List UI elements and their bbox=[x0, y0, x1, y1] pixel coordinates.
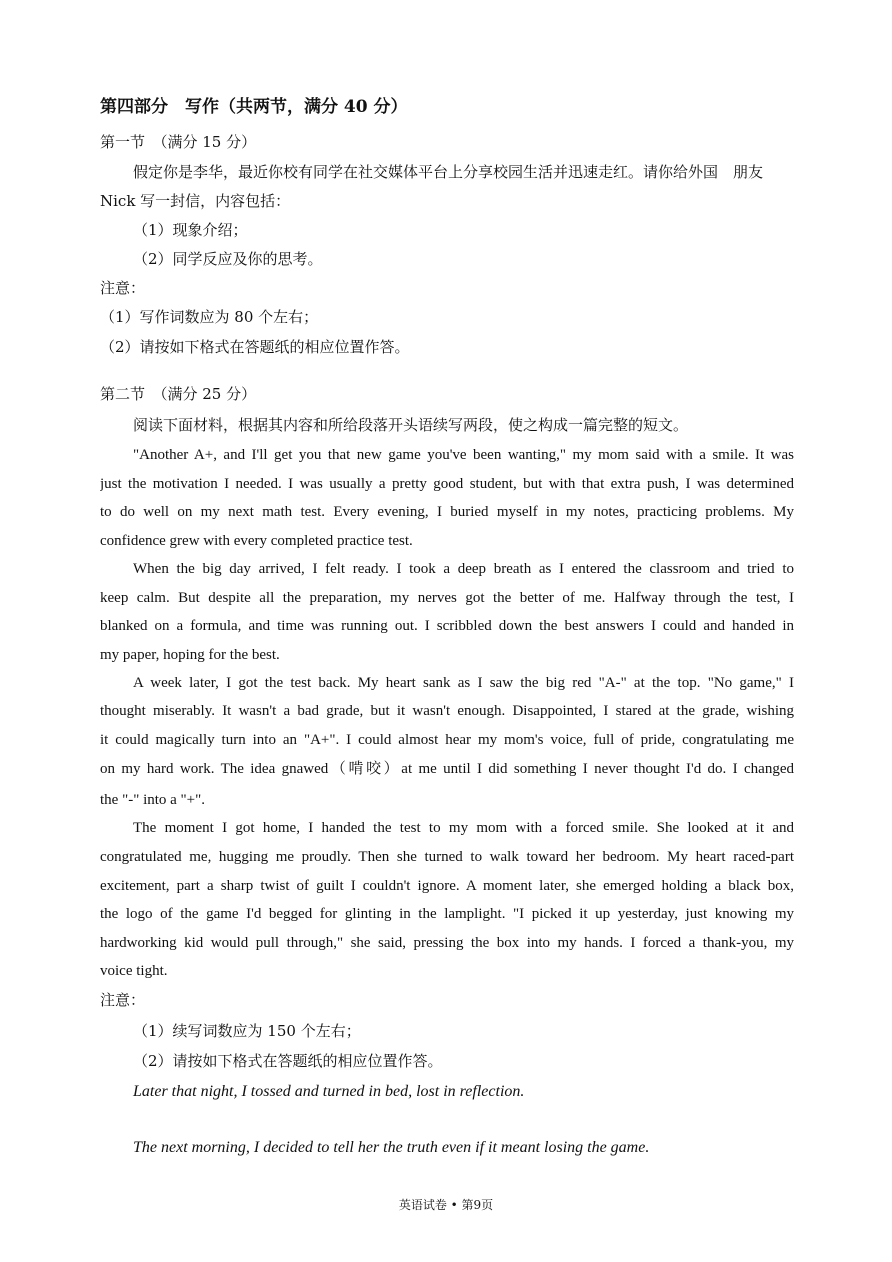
passage-line: confidence grew with every completed practice test. bbox=[100, 533, 413, 549]
passage-line: "Another A+, and I'll get you that new game you've been wanting," my mom said with a smile. It was bbox=[133, 447, 794, 463]
passage-line: hardworking kid would pull through," she said, pressing the box into my hands. I forced a thank-you, my bbox=[100, 935, 794, 951]
passage-line: to do well on my next math test. Every evening, I buried myself in my notes, practicing problems. My bbox=[100, 504, 794, 520]
section1-point1: （1）现象介绍； bbox=[133, 221, 248, 239]
passage-line: the "-" into a "+". bbox=[100, 792, 206, 808]
passage-line: blanked on a formula, and time was running out. I scribbled down the best answers I could and handed in bbox=[100, 618, 794, 634]
passage-line: thought miserably. It wasn't a bad grade, but it wasn't enough. Disappointed, I stared at the grade, wishing bbox=[100, 703, 794, 719]
section1-note-label: 注意： bbox=[100, 279, 146, 297]
section1-heading: 第一节 （满分 15 分） bbox=[100, 133, 257, 151]
passage-line: the logo of the game I'd begged for glinting in the lamplight. "I picked it up yesterday, just knowing my bbox=[100, 906, 794, 922]
passage-line: When the big day arrived, I felt ready. I took a deep breath as I entered the classroom and tried to bbox=[133, 561, 794, 577]
section2-note2: （2）请按如下格式在答题纸的相应位置作答。 bbox=[133, 1052, 443, 1070]
passage-line: my paper, hoping for the best. bbox=[100, 647, 280, 663]
passage-line: A week later, I got the test back. My heart sank as I saw the big red "A-" at the top. "No game," I bbox=[133, 675, 794, 691]
continuation-opening-1: Later that night, I tossed and turned in bed, lost in reflection. bbox=[133, 1083, 525, 1100]
section1-note1: （1）写作词数应为 80 个左右； bbox=[100, 308, 319, 326]
part-title: 第四部分 写作（共两节，满分 40 分） bbox=[100, 97, 408, 117]
passage-line: on my hard work. The idea gnawed（啃咬）at me until I did something I never thought I'd do. I changed bbox=[100, 761, 794, 777]
page-footer: 英语试卷 • 第9页 bbox=[398, 1198, 494, 1212]
passage-line: keep calm. But despite all the preparation, my nerves got the better of me. Halfway through the test, I bbox=[100, 590, 794, 606]
section2-note1: （1）续写词数应为 150 个左右； bbox=[133, 1022, 361, 1040]
passage-line: congratulated me, hugging me proudly. Then she turned to walk toward her bedroom. My heart raced-part bbox=[100, 849, 794, 865]
passage-line: The moment I got home, I handed the test to my mom with a forced smile. She looked at it and bbox=[133, 820, 794, 836]
passage-line: excitement, part a sharp twist of guilt I couldn't ignore. A moment later, she emerged holding a black box, bbox=[100, 878, 794, 894]
passage-line: it could magically turn into an "A+". I could almost hear my mom's voice, full of pride, congratulating me bbox=[100, 732, 794, 748]
passage-line: just the motivation I needed. I was usually a pretty good student, but with that extra push, I was determined bbox=[100, 476, 794, 492]
continuation-opening-2: The next morning, I decided to tell her the truth even if it meant losing the game. bbox=[133, 1139, 650, 1156]
passage-line: voice tight. bbox=[100, 963, 168, 979]
section2-heading: 第二节 （满分 25 分） bbox=[100, 385, 257, 403]
section1-note2: （2）请按如下格式在答题纸的相应位置作答。 bbox=[100, 338, 410, 356]
section2-note-label: 注意： bbox=[100, 991, 146, 1009]
section1-point2: （2）同学反应及你的思考。 bbox=[133, 250, 323, 268]
section1-prompt-line2: Nick 写一封信，内容包括： bbox=[100, 192, 291, 210]
section1-prompt-line1: 假定你是李华，最近你校有同学在社交媒体平台上分享校园生活并迅速走红。请你给外国 朋友 bbox=[133, 163, 764, 181]
section2-instruction: 阅读下面材料，根据其内容和所给段落开头语续写两段，使之构成一篇完整的短文。 bbox=[133, 416, 689, 434]
